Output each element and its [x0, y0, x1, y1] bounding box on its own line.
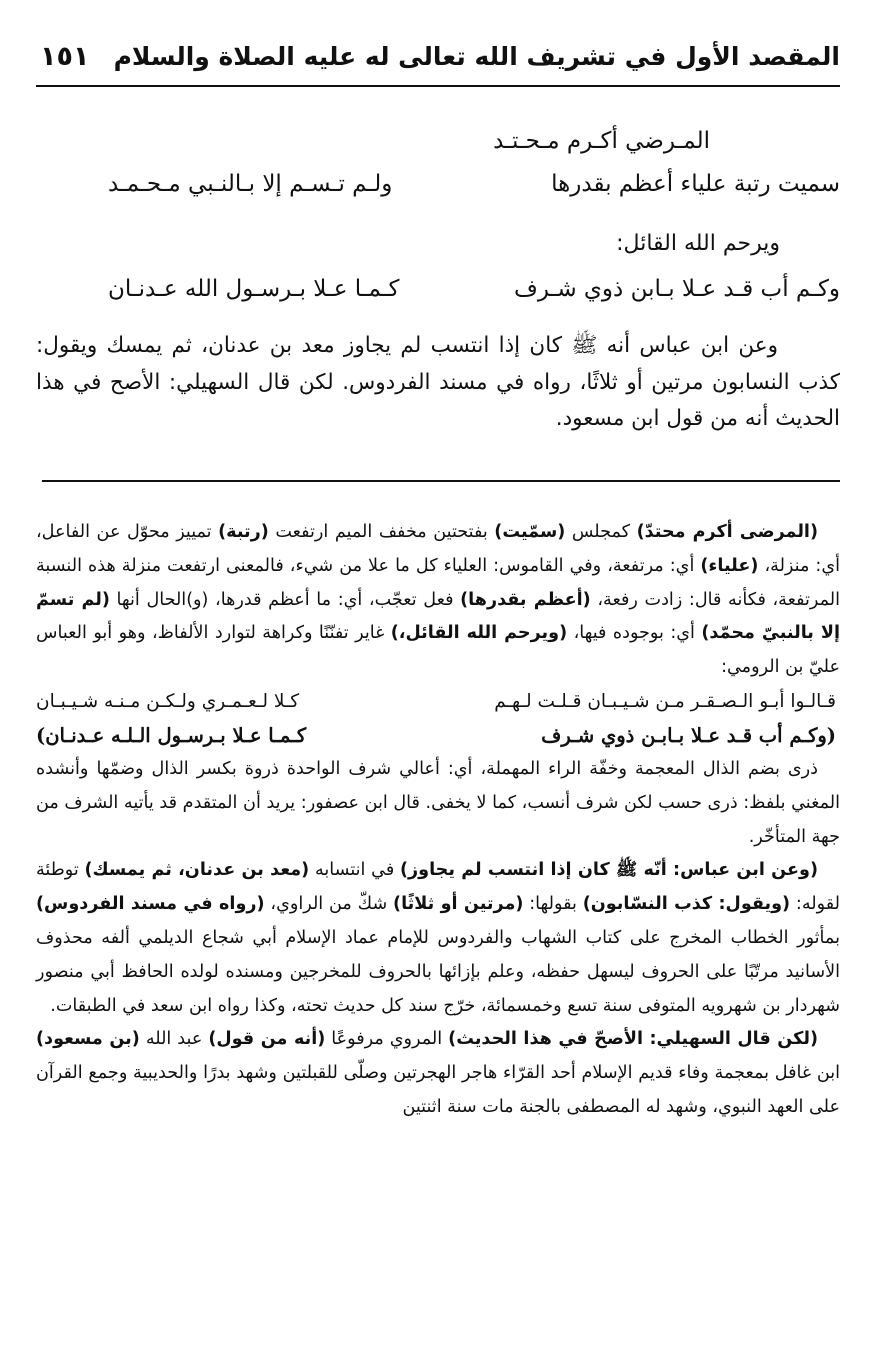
running-title: المقصد الأول في تشريف الله تعالى له عليه الصلاة والسلام [113, 42, 840, 71]
main-paragraph [36, 328, 840, 438]
commentary-run: بفتحتين مخفف الميم ارتفعت [268, 522, 495, 542]
commentary-verse-1-first-hemistich: قـالـوا أبـو الـصـقـر مـن شـيـبـان قـلـت لـهـم [494, 690, 836, 712]
commentary-run: توطئة لقوله: [36, 860, 840, 915]
commentary-run: فعل تعجّب، أي: ما أعظم قدرها، (و)الحال أنها [109, 589, 461, 610]
bold-matn-quote: (لكن قال السهيلي: الأصحّ في هذا الحديث) [448, 1029, 818, 1050]
footnote-divider [42, 480, 840, 482]
bold-matn-quote: (ويرحم الله القائل،) [390, 623, 568, 644]
commentary-run: عبد الله [139, 1029, 209, 1050]
commentary-paragraph-4 [36, 1023, 840, 1124]
commentary-section [36, 516, 840, 1125]
main-paragraph-text: وعن ابن عباس أنه ﷺ كان إذا انتسب لم يجاوز معد بن عدنان، ثم يمسك ويقول: كذب النسابون مرتين أو ثلاثًا، رواه في مسند الفردوس. لكن قال السهيلي: الأصح في هذا الحديث أنه من قول ابن مسعود. [36, 333, 840, 431]
commentary-verse-2 [36, 719, 840, 753]
commentary-verse-1-second-hemistich: كـلا لـعـمـري ولـكـن مـنـه شـيـبـان [36, 690, 300, 712]
commentary-run: بقولها: [523, 894, 583, 915]
commentary-run: كمجلس [565, 522, 637, 542]
header-divider [36, 85, 840, 87]
commentary-paragraph-1-text [36, 522, 840, 677]
bold-matn-quote: (وعن ابن عباس: أنّه ﷺ كان إذا انتسب لم يجاوز) [399, 860, 818, 881]
commentary-run: في انتسابه [309, 860, 400, 881]
verse-line-1 [108, 167, 840, 201]
verse-2-first-hemistich: وكـم أب قـد عـلا بـابن ذوي شـرف [514, 276, 840, 302]
bold-matn-quote: (أنه من قول) [208, 1029, 326, 1050]
commentary-run: شكّ من الراوي، [264, 894, 394, 915]
bold-matn-quote: (رواه في مسند الفردوس) [36, 894, 265, 915]
bold-matn-quote: (سمّيت) [494, 522, 566, 542]
commentary-run: تمييز محوّل عن الفاعل، أي: منزلة، [36, 522, 840, 576]
commentary-run: أي: بوجوده فيها، [567, 623, 702, 644]
verse-1-second-hemistich: ولـم تـسـم إلا بـالنـبي مـحـمـد [108, 171, 393, 197]
commentary-paragraph-3-text [36, 860, 840, 1015]
page-header [36, 40, 840, 80]
commentary-paragraph-2 [36, 753, 840, 854]
commentary-run: أي: مرتفعة، وفي القاموس: العلياء كل ما علا من شيء، فالمعنى ارتفعت منزلة هذه النسبة المرتفعة، فكأنه قال: زادت رفعة، [36, 555, 841, 610]
verse-1-first-hemistich: سميت رتبة علياء أعظم بقدرها [551, 171, 840, 197]
commentary-verse-2-first-hemistich: (وكـم أب قـد عـلا بـابـن ذوي شـرف [541, 723, 836, 747]
commentary-verse-1 [36, 685, 840, 719]
bold-matn-quote: (علياء) [700, 555, 759, 576]
commentary-paragraph-3 [36, 854, 840, 1023]
commentary-run: بمأثور الخطاب المخرج على كتاب الشهاب والفردوس للإمام عماد الإسلام أبي شجاع الديلمي ألفه محذوف الأسانيد مرتّبًا على الحروف ليسهل حفظه، وعلم بإزائها بالحروف للمخرجين ومسنده لولده الحافظ أبي منصور شهردار بن شهرويه المتوفى سنة تسع وخمسمائة، خرّج سند كل حديث تحته، وكذا رواه ابن سعد في الطبقات. [36, 927, 840, 1016]
page-number: ١٥١ [40, 41, 90, 72]
commentary-run: ابن غافل بمعجمة وفاء قديم الإسلام أحد القرّاء هاجر الهجرتين وصلّى للقبلتين وشهد بدرًا والحديبية وجمع القرآن على العهد النبوي، وشهد له المصطفى بالجنة مات سنة اثنتين [36, 1063, 840, 1117]
bold-matn-quote: (رتبة) [218, 522, 269, 542]
verse-line-2 [108, 272, 840, 306]
commentary-verse-2-second-hemistich: كـمـا عـلا بـرسـول الـلـه عـدنـان) [36, 723, 307, 747]
bold-matn-quote: (ويقول: كذب النسّابون) [582, 894, 791, 915]
commentary-paragraph-4-text [36, 1029, 840, 1117]
book-page [36, 40, 841, 1117]
bold-matn-quote: (مرتين أو ثلاثًا) [393, 894, 524, 915]
bold-matn-quote: (المرضى أكرم محتدّ) [636, 522, 818, 542]
verse-heading: المـرضي أكـرم مـحـتـد [493, 128, 710, 154]
bold-matn-quote: (بن مسعود) [36, 1029, 140, 1050]
commentary-run: غاير تفنّنًا وكراهة لتوارد الألفاظ، وهو أبو العباس عليّ بن الرومي: [36, 623, 840, 678]
bold-matn-quote: (معد بن عدنان، ثم يمسك) [84, 860, 310, 881]
verse-2-second-hemistich: كـمـا عـلا بـرسـول الله عـدنـان [108, 276, 400, 302]
commentary-paragraph-1 [36, 516, 840, 685]
commentary-run: المروي مرفوعًا [325, 1029, 449, 1050]
bold-matn-quote: (أعظم بقدرها) [460, 589, 591, 610]
verse-2-intro: ويرحم الله القائل: [616, 231, 780, 256]
commentary-paragraph-2-text: ذرى بضم الذال المعجمة وخفّة الراء المهملة، أي: أعالي شرف الواحدة ذروة بكسر الذال وضمّها وأنشده المغني بلفظ: ذرى حسب لكن شرف أنسب، كما لا يخفى. قال ابن عصفور: يريد أن المتقدم قد يأتيه الشرف من جهة المتأخّر. [36, 758, 840, 847]
bold-matn-quote: (لم تسمّ إلا بالنبيّ محمّد) [36, 589, 841, 644]
